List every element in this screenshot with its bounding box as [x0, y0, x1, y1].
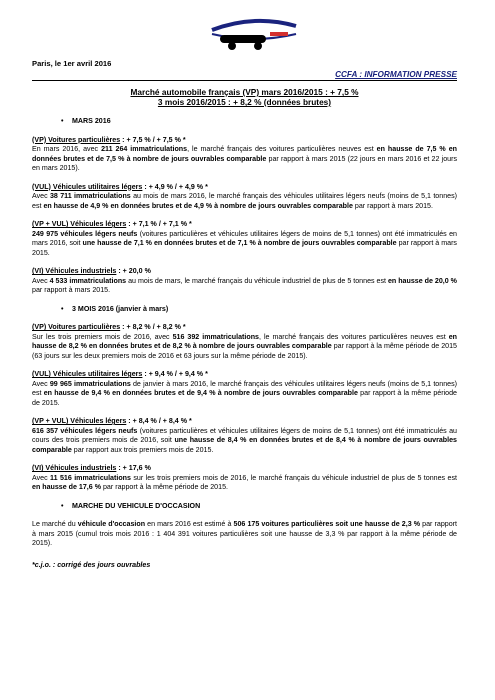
emphasis-text: 38 711 immatriculations [49, 192, 131, 200]
emphasis-text: 249 975 véhicules légers neufs [32, 229, 138, 238]
block-text [32, 192, 457, 211]
paragraph-block [32, 183, 457, 212]
press-label: CCFA : INFORMATION PRESSE [335, 70, 457, 79]
section-heading: • MARS 2016 [72, 117, 457, 127]
body-text: par rapport à mars 2015. [32, 239, 457, 257]
document-title [32, 87, 457, 107]
body-text: au mois de mars, le marché français du véhicule industriel de plus de 5 tonnes est [126, 276, 388, 285]
body-text: par rapport aux trois premiers mois de 2015. [71, 445, 214, 454]
body-text: , le marché français des voitures particulières neuves est [187, 145, 377, 153]
block-text [32, 277, 457, 296]
body-text: (voitures particulières et véhicules utilitaires légers de moins de 5,1 tonnes) ont été immatriculés au cours des trois premiers mois de 2016, soit [32, 426, 457, 444]
emphasis-text: en hausse de 4,9 % en données brutes et de 4,9 % à nombre de jours ouvrables comparable [43, 201, 353, 210]
block-heading-value: : + 9,4 % / + 9,4 % * [142, 370, 208, 378]
block-heading-value: : + 20,0 % [116, 267, 151, 275]
body-text: par rapport à la même période de 2015. [32, 389, 458, 407]
block-heading-value: : + 8,4 % / + 8,4 % * [126, 417, 192, 425]
block-text [32, 380, 457, 409]
body-text: par rapport à mars 2015 (22 jours en mars 2016 et 22 jours en mars 2015). [32, 154, 457, 172]
emphasis-text: 616 357 véhicules légers neufs [32, 426, 138, 435]
header-divider [32, 80, 457, 81]
block-heading-value: : + 4,9 % / + 4,9 % * [142, 182, 208, 191]
title-line-1: Marché automobile français (VP) mars 2016/2015 : + 7,5 % [130, 87, 359, 97]
body-text: en mars 2016 est estimé à [145, 520, 234, 528]
paragraph-block [32, 136, 457, 174]
block-heading [32, 136, 457, 146]
block-heading [32, 323, 457, 333]
block-text [32, 333, 457, 362]
emphasis-text: une hausse de 8,4 % en données brutes et de 8,4 % à nombre de jours ouvrables comparable [32, 436, 458, 454]
emphasis-text: véhicule d'occasion [77, 520, 146, 528]
block-heading-value: : + 7,5 % / + 7,5 % * [120, 135, 186, 144]
title-line-2: 3 mois 2016/2015 : + 8,2 % (données brutes) [157, 97, 332, 107]
emphasis-text: en hausse de 7,5 % en données brutes et de 7,5 % à nombre de jours ouvrables comparable [32, 145, 457, 163]
block-heading-label: (VI) Véhicules industriels [32, 464, 117, 472]
body-text: Avec [32, 276, 50, 285]
block-heading [32, 417, 457, 427]
block-heading-label: (VI) Véhicules industriels [32, 267, 117, 275]
emphasis-text: 211 264 immatriculations [101, 145, 188, 153]
emphasis-text: en hausse de 20,0 % [387, 276, 457, 285]
block-heading-label: (VP) Voitures particulières [32, 323, 121, 331]
ccfa-logo [206, 10, 302, 54]
body-text: En mars 2016, avec [32, 145, 102, 153]
emphasis-text: 11 516 immatriculations [50, 473, 131, 482]
block-heading-label: (VP + VUL) Véhicules légers [32, 220, 127, 228]
body-text: (voitures particulières et véhicules utilitaires légers de moins de 5,1 tonnes) ont été immatriculés en mars 2016, soit [32, 229, 457, 247]
document-body [32, 117, 457, 570]
body-text: par rapport à la même période de 2015 (63 jours sur les deux premiers mois de 2016 et 63 jours sur la même période de 2015). [32, 342, 457, 360]
body-text: Sur les trois premiers mois de 2016, avec [32, 332, 173, 341]
body-text: par rapport à mars 2015. [352, 201, 433, 210]
paragraph-block [32, 267, 457, 296]
body-text: sur les trois premiers mois de 2016, le marché français du véhicule industriel de plus de 5 tonnes est [130, 473, 457, 482]
paragraph-block [32, 370, 457, 408]
block-heading-value: : + 8,2 % / + 8,2 % * [120, 323, 186, 331]
block-text [32, 474, 457, 493]
emphasis-text: une hausse de 7,1 % en données brutes et de 7,1 % à nombre de jours ouvrables comparable [82, 239, 397, 247]
body-text: par rapport à la même période de 2015. [101, 483, 228, 491]
section-heading: • 3 MOIS 2016 (janvier à mars) [72, 305, 457, 315]
block-heading [32, 370, 457, 380]
body-text: de janvier à mars 2016, le marché français des véhicules utilitaires légers neufs (moins de 5,1 tonnes) est [32, 379, 457, 397]
block-text [32, 230, 457, 259]
body-text: Avec [32, 379, 50, 388]
block-heading [32, 183, 457, 193]
paragraph-block [32, 520, 457, 549]
emphasis-text: 99 965 immatriculations [49, 379, 131, 388]
emphasis-text: 516 392 immatriculations [172, 332, 259, 341]
body-text: au mois de mars 2016, le marché français des véhicules utilitaires légers neufs (moins de 5,1 tonnes) est [32, 192, 457, 210]
block-text [32, 520, 457, 549]
body-text: Avec [32, 473, 51, 482]
paragraph-block [32, 464, 457, 493]
block-text [32, 427, 457, 456]
paragraph-block [32, 323, 457, 361]
block-heading-label: (VP) Voitures particulières [32, 135, 121, 144]
paragraph-block [32, 417, 457, 455]
paragraph-block [32, 220, 457, 258]
block-heading [32, 267, 457, 277]
emphasis-text: 506 175 voitures particulières soit une hausse de 2,3 % [233, 520, 421, 528]
block-heading-label: (VUL) Véhicules utilitaires légers [32, 182, 143, 191]
footnote: *c.j.o. : corrigé des jours ouvrables [32, 560, 151, 569]
emphasis-text: en hausse de 9,4 % en données brutes et de 9,4 % à nombre de jours ouvrables comparable [43, 389, 358, 397]
emphasis-text: 4 533 immatriculations [49, 276, 127, 285]
body-text: , le marché français des voitures particulières neuves est [258, 332, 449, 341]
block-heading-value: : + 17,6 % [116, 464, 151, 472]
section-heading: • MARCHE DU VEHICULE D'OCCASION [72, 502, 457, 512]
block-heading [32, 464, 457, 474]
block-heading-value: : + 7,1 % / + 7,1 % * [126, 220, 192, 228]
emphasis-text: en hausse de 17,6 % [32, 483, 102, 491]
body-text: par rapport à mars 2015 (cumul trois mois 2016 : 1 404 391 voitures particulières soit une hausse de 3,3 % par rapport à la même période de 2015). [32, 520, 458, 547]
body-text: Le marché du [32, 520, 78, 528]
block-text [32, 145, 457, 174]
emphasis-text: en hausse de 8,2 % en données brutes et de 8,2 % à nombre de jours ouvrables comparable [32, 332, 457, 350]
block-heading-label: (VP + VUL) Véhicules légers [32, 417, 127, 425]
dateline: Paris, le 1er avril 2016 [32, 59, 112, 68]
block-heading [32, 220, 457, 230]
block-heading-label: (VUL) Véhicules utilitaires légers [32, 370, 143, 378]
body-text: Avec [32, 192, 50, 200]
body-text: par rapport à mars 2015. [32, 286, 111, 294]
